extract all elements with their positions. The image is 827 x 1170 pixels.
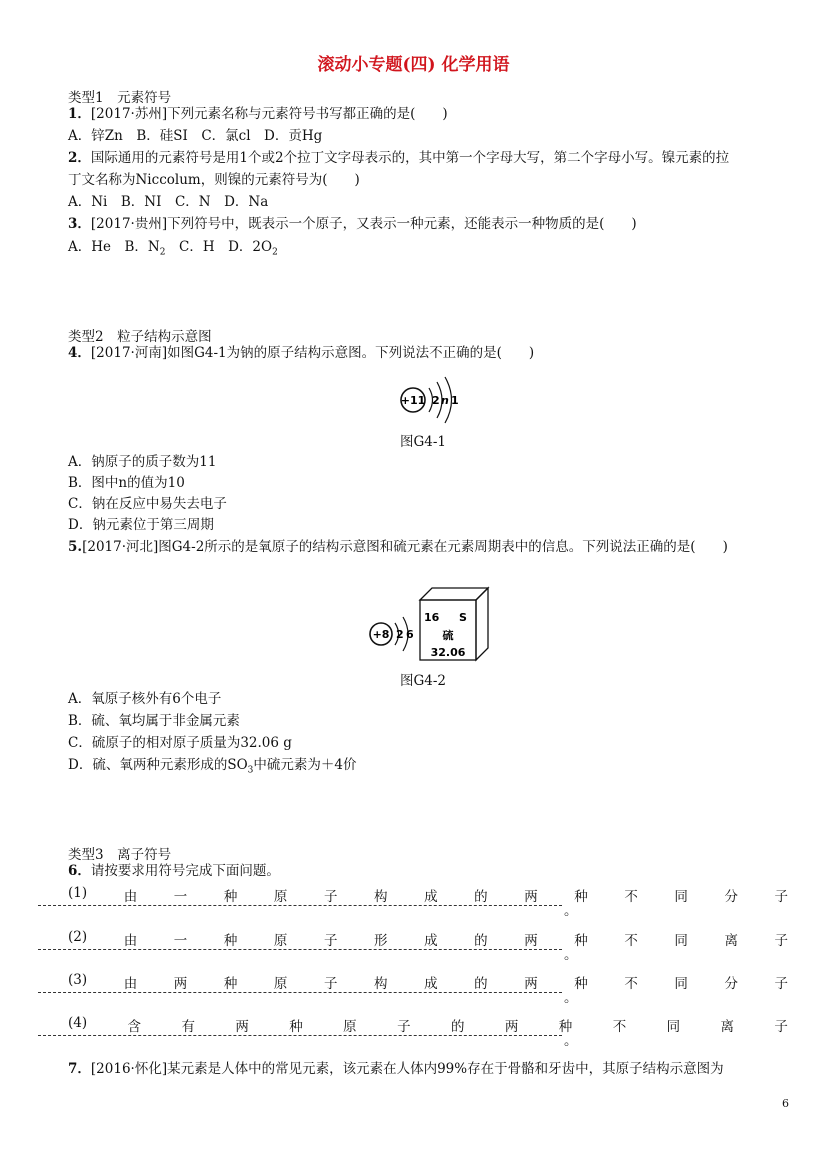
period-mark: 。 <box>564 1033 578 1049</box>
q6-item-1 <box>68 885 788 905</box>
question-number: 5. <box>68 539 83 555</box>
q6-char: 不 <box>624 933 638 949</box>
q6-char: 原 <box>273 933 288 949</box>
figure-caption: 图G4-2 <box>400 673 447 689</box>
option-text: A．He B．N <box>68 239 160 255</box>
subscript: 3 <box>247 765 254 776</box>
question-3-options <box>68 238 278 262</box>
q5-option-b: B．硫、氧均属于非金属元素 <box>68 713 240 729</box>
question-3 <box>68 215 637 233</box>
q5-option-a: A．氧原子核外有6个电子 <box>68 691 222 707</box>
q6-char: 两 <box>524 933 538 949</box>
question-2-options: A．Ni B．NI C．N D．Na <box>68 194 269 210</box>
q6-char: 种 <box>574 933 588 949</box>
q6-char: 离 <box>720 1019 734 1035</box>
period-mark: 。 <box>564 990 578 1006</box>
q6-item-4 <box>68 1015 788 1035</box>
q4-option-a: A．钠原子的质子数为11 <box>68 454 217 470</box>
q5-option-c: C．硫原子的相对原子质量为32.06 g <box>68 735 292 751</box>
q6-char: 种 <box>558 1019 573 1035</box>
option-text: C．H D．2O <box>178 239 273 255</box>
atomic-number: 16 <box>424 611 440 624</box>
q6-char: 的 <box>474 889 488 905</box>
q6-char: 种 <box>574 976 588 992</box>
q4-option-b: B．图中n的值为10 <box>68 475 185 491</box>
question-1 <box>68 105 448 123</box>
q4-option-c: C．钠在反应中易失去电子 <box>68 496 227 512</box>
q6-char: 子 <box>774 1019 788 1035</box>
q6-char: 种 <box>223 976 238 992</box>
question-text: [2016·怀化]某元素是人体中的常见元素，该元素在人体内99%存在于骨骼和牙齿中，其原子结构示意图为 <box>90 1061 724 1077</box>
nucleus-charge: +11 <box>400 394 426 407</box>
question-number: 7． <box>68 1061 91 1077</box>
q6-char: 两 <box>173 976 188 992</box>
period-mark: 。 <box>564 947 578 963</box>
page-title: 滚动小专题(四) 化学用语 <box>317 55 510 75</box>
q6-char: 种 <box>223 933 238 949</box>
shell-2-electrons: n <box>441 394 449 407</box>
q6-char: 种 <box>574 889 588 905</box>
question-7 <box>68 1060 724 1078</box>
q6-char: 由 <box>123 889 138 905</box>
answer-blank[interactable] <box>38 949 562 950</box>
question-number: 4． <box>68 345 91 361</box>
q6-char: 同 <box>674 889 688 905</box>
shell-2-electrons: 6 <box>406 628 414 641</box>
element-symbol: S <box>459 611 467 624</box>
q6-char: 不 <box>624 976 638 992</box>
q6-char: 的 <box>474 976 488 992</box>
question-2 <box>68 149 729 167</box>
question-number: 3． <box>68 216 91 232</box>
q6-char: 不 <box>624 889 638 905</box>
q4-option-d: D．钠元素位于第三周期 <box>68 517 214 533</box>
q6-char: 同 <box>674 976 688 992</box>
answer-blank[interactable] <box>38 1035 562 1036</box>
q6-char: 原 <box>273 976 288 992</box>
q6-char: 两 <box>524 976 538 992</box>
q6-char: 一 <box>173 889 188 905</box>
q6-char: 有 <box>181 1019 195 1035</box>
question-text: [2017·河北]图G4-2所示的是氧原子的结构示意图和硫元素在元素周期表中的信息。下列说法正确的是( ) <box>82 539 728 555</box>
question-4 <box>68 344 534 362</box>
q6-char: 分 <box>724 889 738 905</box>
section-heading-2: 类型2 粒子结构示意图 <box>68 329 212 345</box>
q6-char: 子 <box>774 889 788 905</box>
q6-char: (3) <box>68 972 88 988</box>
shell-3-electrons: 1 <box>451 394 459 407</box>
q6-char: 分 <box>724 976 738 992</box>
section-heading-3: 类型3 离子符号 <box>68 847 172 863</box>
q6-char: 两 <box>235 1019 249 1035</box>
question-text: [2017·河南]如图G4-1为钠的原子结构示意图。下列说法不正确的是( ) <box>90 345 535 361</box>
q6-char: 形 <box>374 933 388 949</box>
question-text: [2017·苏州]下列元素名称与元素符号书写都正确的是( ) <box>90 106 448 122</box>
shell-1-electrons: 2 <box>432 394 440 407</box>
q6-char: 两 <box>504 1019 519 1035</box>
q6-char: 成 <box>424 889 438 905</box>
q6-char: 离 <box>724 933 738 949</box>
q6-char: 成 <box>424 976 438 992</box>
option-text: D．硫、氧两种元素形成的SO <box>68 757 248 773</box>
atomic-mass: 32.06 <box>430 646 466 659</box>
q6-char: 成 <box>424 933 438 949</box>
question-5 <box>68 538 728 556</box>
q6-char: (2) <box>68 929 88 945</box>
q6-char: 不 <box>612 1019 627 1035</box>
answer-blank[interactable] <box>38 992 562 993</box>
q6-char: 种 <box>223 889 238 905</box>
oxygen-sulfur-diagram <box>366 584 492 664</box>
q6-char: 子 <box>774 933 788 949</box>
q6-char: 种 <box>289 1019 303 1035</box>
subscript: 2 <box>272 247 278 258</box>
q5-option-d <box>68 756 356 780</box>
q6-char: 子 <box>774 976 788 992</box>
q6-char: 一 <box>173 933 188 949</box>
q6-char: (4) <box>68 1015 88 1031</box>
q6-char: 由 <box>123 976 138 992</box>
q6-char: 子 <box>323 976 338 992</box>
page-number: 6 <box>782 1097 789 1110</box>
sodium-atom-diagram <box>396 372 466 428</box>
option-text: 中硫元素为＋4价 <box>253 757 357 773</box>
shell-1-electrons: 2 <box>396 628 404 641</box>
answer-blank[interactable] <box>38 905 562 906</box>
q6-char: 的 <box>474 933 488 949</box>
q6-char: 子 <box>323 889 338 905</box>
element-name: 硫 <box>442 629 454 642</box>
figure-caption: 图G4-1 <box>400 434 447 450</box>
subscript: 2 <box>159 247 166 258</box>
q6-char: 由 <box>123 933 138 949</box>
question-text: [2017·贵州]下列符号中，既表示一个原子，又表示一种元素，还能表示一种物质的是( ) <box>90 216 637 232</box>
question-number: 6． <box>68 863 91 879</box>
q6-char: 同 <box>666 1019 681 1035</box>
question-number: 2． <box>68 150 91 166</box>
question-6 <box>68 862 280 880</box>
q6-item-3 <box>68 972 788 992</box>
question-2-cont: 丁文名称为Niccolum，则镍的元素符号为( ) <box>68 172 360 188</box>
section-heading-1: 类型1 元素符号 <box>68 90 172 106</box>
nucleus-charge: +8 <box>372 628 390 641</box>
q6-char: 子 <box>397 1019 411 1035</box>
q6-char: 原 <box>343 1019 357 1035</box>
q6-item-2 <box>68 929 788 949</box>
q6-char: 子 <box>323 933 338 949</box>
q6-char: 两 <box>524 889 538 905</box>
q6-char: 构 <box>374 976 388 992</box>
period-mark: 。 <box>564 903 578 919</box>
q6-char: (1) <box>68 885 88 901</box>
question-text: 国际通用的元素符号是用1个或2个拉丁文字母表示的，其中第一个字母大写，第二个字母小写。镍元素的拉 <box>90 150 730 166</box>
question-1-options: A．锌Zn B．硅SI C．氯cl D．贡Hg <box>68 128 323 144</box>
q6-char: 同 <box>674 933 688 949</box>
q6-char: 含 <box>127 1019 142 1035</box>
question-text: 请按要求用符号完成下面问题。 <box>90 863 280 879</box>
q6-char: 的 <box>450 1019 465 1035</box>
q6-char: 构 <box>374 889 388 905</box>
q6-char: 原 <box>273 889 288 905</box>
question-number: 1． <box>68 106 91 122</box>
